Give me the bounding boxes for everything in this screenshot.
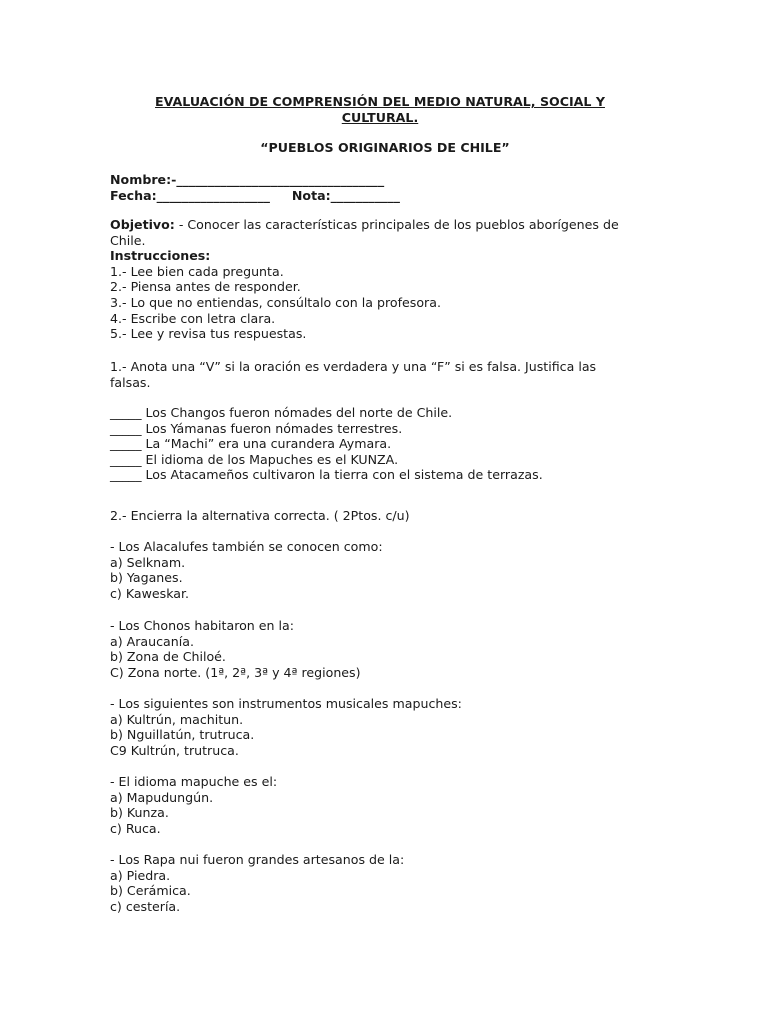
q1-item: _____ El idioma de los Mapuches es el KUNZA. [110, 451, 399, 467]
q2-option: c) Kaweskar. [110, 585, 190, 601]
fecha-field: Fecha:__________________ [110, 187, 270, 203]
q2-question: - El idioma mapuche es el: [110, 774, 278, 789]
objetivo-text: - Conocer las características principales de los pueblos aborígenes de [174, 217, 619, 232]
q2-group [110, 774, 650, 836]
q2-option: b) Zona de Chiloé. [110, 649, 226, 665]
nota-field: Nota:___________ [291, 187, 400, 203]
q2-option: a) Araucanía. [110, 633, 194, 649]
q2-option: b) Cerámica. [110, 883, 191, 899]
question-1 [110, 359, 650, 390]
q1-item: _____ Los Changos fueron nómades del norte de Chile. [110, 405, 453, 420]
instruccion-item: 3.- Lo que no entiendas, consúltalo con la profesora. [110, 294, 441, 310]
q1-item: _____ Los Yámanas fueron nómades terrestres. [110, 420, 403, 436]
q1-prompt: 1.- Anota una “V” si la oración es verdadera y una “F” si es falsa. Justifica las [110, 359, 597, 374]
instruccion-item: 2.- Piensa antes de responder. [110, 279, 301, 295]
q2-prompt: 2.- Encierra la alternativa correcta. ( 2Ptos. c/u) [110, 508, 410, 523]
q2-option: a) Piedra. [110, 867, 171, 883]
q1-item: _____ Los Atacameños cultivaron la tierra con el sistema de terrazas. [110, 467, 543, 483]
nombre-field: Nombre:-_________________________________ [110, 172, 385, 187]
q2-question: - Los Alacalufes también se conocen como: [110, 539, 383, 554]
instrucciones-label: Instrucciones: [110, 248, 211, 264]
question-2 [110, 508, 650, 524]
document-subtitle: “PUEBLOS ORIGINARIOS DE CHILE” [260, 140, 510, 155]
title-line-2: CULTURAL. [341, 109, 419, 125]
q2-option: c) Ruca. [110, 820, 161, 836]
objetivo-section [110, 217, 650, 342]
title-line-1: EVALUACIÓN DE COMPRENSIÓN DEL MEDIO NATURAL, SOCIAL Y [155, 94, 605, 109]
q2-question: - Los siguientes son instrumentos musicales mapuches: [110, 696, 462, 711]
q1-item: _____ La “Machi” era una curandera Aymara. [110, 436, 392, 452]
q2-option: a) Selknam. [110, 554, 186, 570]
q2-question: - Los Rapa nui fueron grandes artesanos de la: [110, 852, 405, 867]
q2-option: a) Kultrún, machitun. [110, 711, 244, 727]
objetivo-label: Objetivo: [110, 217, 175, 232]
objetivo-text-2: Chile. [110, 232, 146, 248]
fecha-nota-row [110, 188, 650, 204]
q2-group [110, 696, 650, 758]
instruccion-item: 1.- Lee bien cada pregunta. [110, 263, 284, 279]
instruccion-item: 5.- Lee y revisa tus respuestas. [110, 326, 307, 342]
instruccion-item: 4.- Escribe con letra clara. [110, 310, 276, 326]
q2-option: a) Mapudungún. [110, 789, 214, 805]
q2-option: C) Zona norte. (1ª, 2ª, 3ª y 4ª regiones) [110, 664, 361, 680]
q2-option: b) Nguillatún, trutruca. [110, 727, 255, 743]
q2-option: b) Kunza. [110, 805, 169, 821]
document-title [110, 94, 650, 125]
q2-group [110, 539, 650, 601]
q2-group [110, 618, 650, 680]
q2-group [110, 852, 650, 914]
q1-items [110, 405, 650, 483]
q2-option: C9 Kultrún, trutruca. [110, 742, 239, 758]
student-fields [110, 172, 650, 203]
q2-question: - Los Chonos habitaron en la: [110, 618, 294, 633]
q2-option: b) Yaganes. [110, 570, 183, 586]
q1-prompt-2: falsas. [110, 374, 151, 390]
q2-option: c) cestería. [110, 898, 181, 914]
